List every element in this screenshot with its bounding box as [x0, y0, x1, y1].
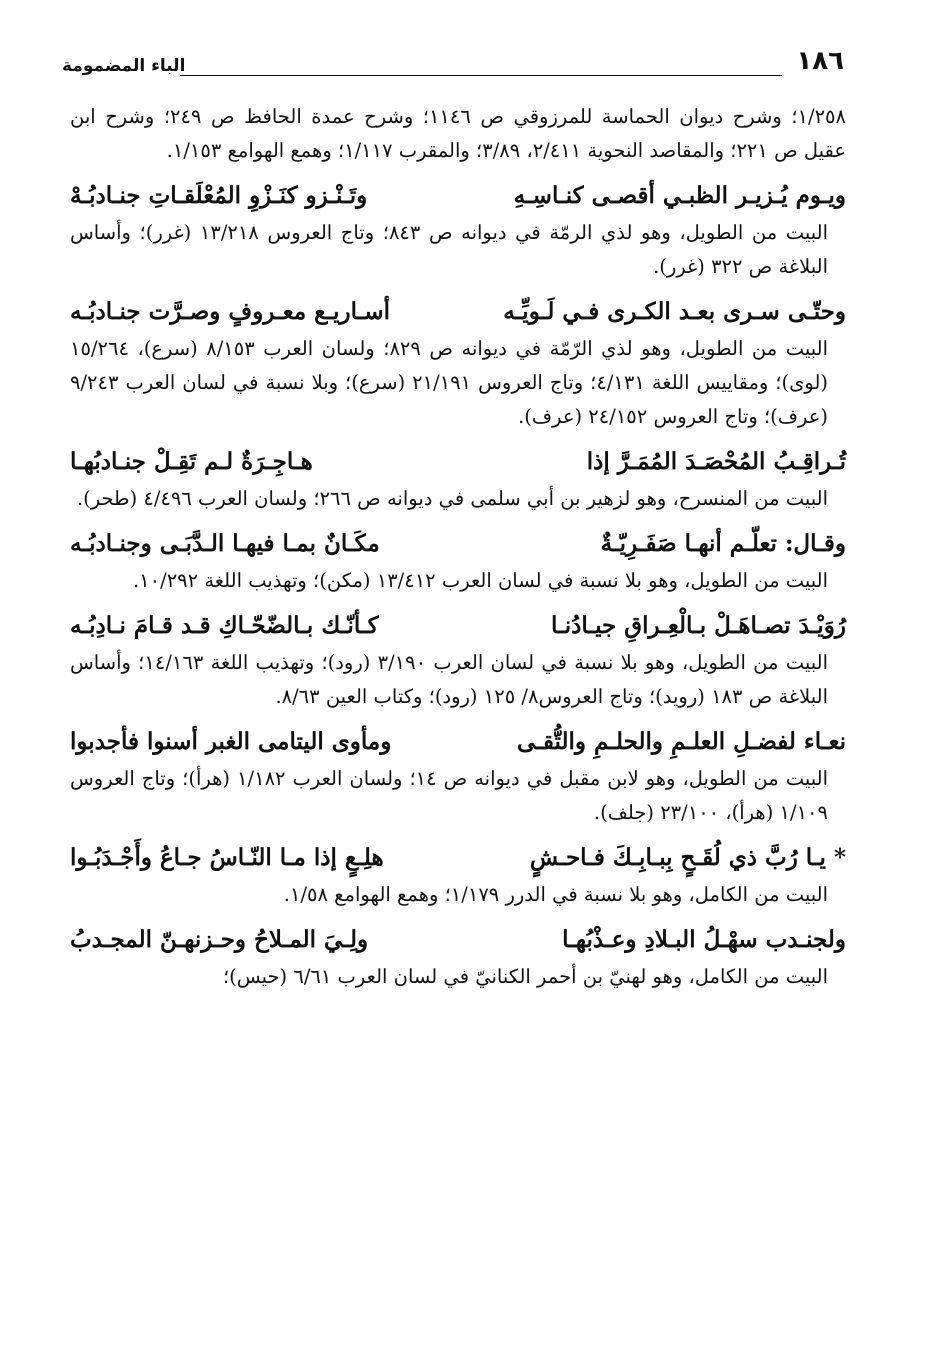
verse-first-hemistich: ويـوم يُـزيـر الظبـي أقصـى كنـاسِـهِ [513, 182, 846, 209]
verse-second-hemistich: ولِـيَ المـلاحُ وحـزنهـنّ المجـدبُ [70, 926, 369, 953]
verse-second-hemistich: ومأوى اليتامى الغبر أسنوا فأجدبوا [70, 728, 392, 755]
verse-line [70, 606, 846, 646]
verse-line [70, 722, 846, 762]
verse-line [70, 442, 846, 482]
verse-entry-1 [70, 176, 846, 284]
header-rule [180, 75, 782, 76]
verse-entry-5 [70, 606, 846, 714]
verse-second-hemistich: هلِـعٍ إذا مـا النّـاسُ جـاعُ وأَجْـدَبُـوا [70, 844, 384, 871]
verse-entry-6 [70, 722, 846, 830]
verse-source-note: البيت من الطويل، وهو بلا نسبة في لسان العرب ٣/١٩٠ (رود)؛ وتهذيب اللغة ١٤/١٦٣؛ وأساس البلاغة ص ١٨٣ (رويد)؛ وتاج العروس٨/ ١٢٥ (رود)؛ وكتاب العين ٨/٦٣. [70, 651, 828, 708]
verse-second-hemistich: وتَـنْـزو كنَـزْوِ المُعْلَقـاتِ جنـادبُـهْ [70, 182, 368, 209]
verse-first-hemistich: نعـاء لفضـلِ العلـمِ والحلـمِ والتُّقـى [517, 728, 846, 755]
verse-entry-8 [70, 920, 846, 994]
verse-line [70, 176, 846, 216]
verse-first-hemistich: وحتّـى سـرى بعـد الكـرى فـي لَـويِّـه [503, 298, 846, 325]
page-number: ١٨٦ [796, 46, 844, 76]
verse-source-note: البيت من الطويل، وهو لذي الرّمّة في ديوانه ص ٨٢٩؛ ولسان العرب ٨/١٥٣ (سرع)، ١٥/٢٦٤ (لوى)؛ ومقاييس اللغة ٤/١٣١؛ وتاج العروس ٢١/١٩١ (سرع)؛ وبلا نسبة في لسان العرب ٩/٢٤٣ (عرف)؛ وتاج العروس ٢٤/١٥٢ (عرف). [70, 337, 829, 428]
verse-first-hemistich: وقـال: تعلّـم أنهـا صَفَـرِيّـةٌ [600, 530, 846, 557]
verse-first-hemistich: ولجنـدب سهْـلُ البـلادِ وعـذْبُهـا [562, 926, 846, 953]
verse-second-hemistich: مكَـانٌ بمـا فيهـا الـدَّبَـى وجنـادبُـه [70, 530, 380, 557]
page-body [70, 100, 846, 994]
verse-first-hemistich: رُوَيْـدَ تصـاهَـلْ بـالْعِـراقِ جيـادُنـا [550, 612, 846, 639]
verse-source-note: البيت من الطويل، وهو بلا نسبة في لسان العرب ١٣/٤١٢ (مكن)؛ وتهذيب اللغة ١٠/٢٩٢. [132, 569, 828, 592]
verse-second-hemistich: كـأنّـك بـالضّحّـاكِ قـد قـامَ نـادِبُـه [70, 612, 379, 639]
verse-source-note: البيت من الطويل، وهو لذي الرمّة في ديوانه ص ٨٤٣؛ وتاج العروس ١٣/٢١٨ (غرر)؛ وأساس البلاغة ص ٣٢٢ (غرر). [70, 221, 828, 278]
verse-line [70, 524, 846, 564]
verse-entry-7 [70, 838, 846, 912]
verse-source-note: البيت من المنسرح، وهو لزهير بن أبي سلمى في ديوانه ص ٢٦٦؛ ولسان العرب ٤/٤٩٦ (طحر). [76, 487, 828, 510]
verse-source-note: البيت من الكامل، وهو بلا نسبة في الدرر ١/١٧٩؛ وهمع الهوامع ١/٥٨. [283, 883, 828, 906]
verse-source-note: البيت من الكامل، وهو لهنيّ بن أحمر الكنانيّ في لسان العرب ٦/٦١ (حيس)؛ [222, 965, 828, 988]
verse-first-hemistich: * يـا رُبَّ ذي لُقَـحٍ بِبـابِـكَ فـاحـشٍ [529, 844, 846, 871]
verse-first-hemistich: تُـراقِـبُ المُحْصَـدَ المُمَـرَّ إذا [586, 448, 846, 475]
verse-line [70, 838, 846, 878]
page-header [62, 48, 844, 84]
running-title: الباء المضمومة [62, 56, 186, 76]
verse-entry-2 [70, 292, 846, 434]
verse-second-hemistich: أسـاريـع معـروفٍ وصـرَّت جنـادبُـه [70, 298, 391, 325]
verse-line [70, 920, 846, 960]
verse-line [70, 292, 846, 332]
verse-source-note: البيت من الطويل، وهو لابن مقبل في ديوانه ص ١٤؛ ولسان العرب ١/١٨٢ (هرأ)؛ وتاج العروس ١/١٠٩ (هرأ)، ٢٣/١٠٠ (جلف). [70, 767, 829, 824]
verse-second-hemistich: هـاجِـرَةٌ لـم تَقِـلْ جنـادبُهـا [70, 448, 313, 475]
verse-entry-3 [70, 442, 846, 516]
opening-paragraph: ١/٢٥٨؛ وشرح ديوان الحماسة للمرزوقي ص ١١٤٦؛ وشرح عمدة الحافظ ص ٢٤٩؛ وشرح ابن عقيل ص ٢٢١؛ والمقاصد النحوية ٢/٤١١، ٣/٨٩؛ والمقرب ١/١١٧؛ وهمع الهوامع ١/١٥٣. [70, 105, 846, 162]
verse-entry-4 [70, 524, 846, 598]
